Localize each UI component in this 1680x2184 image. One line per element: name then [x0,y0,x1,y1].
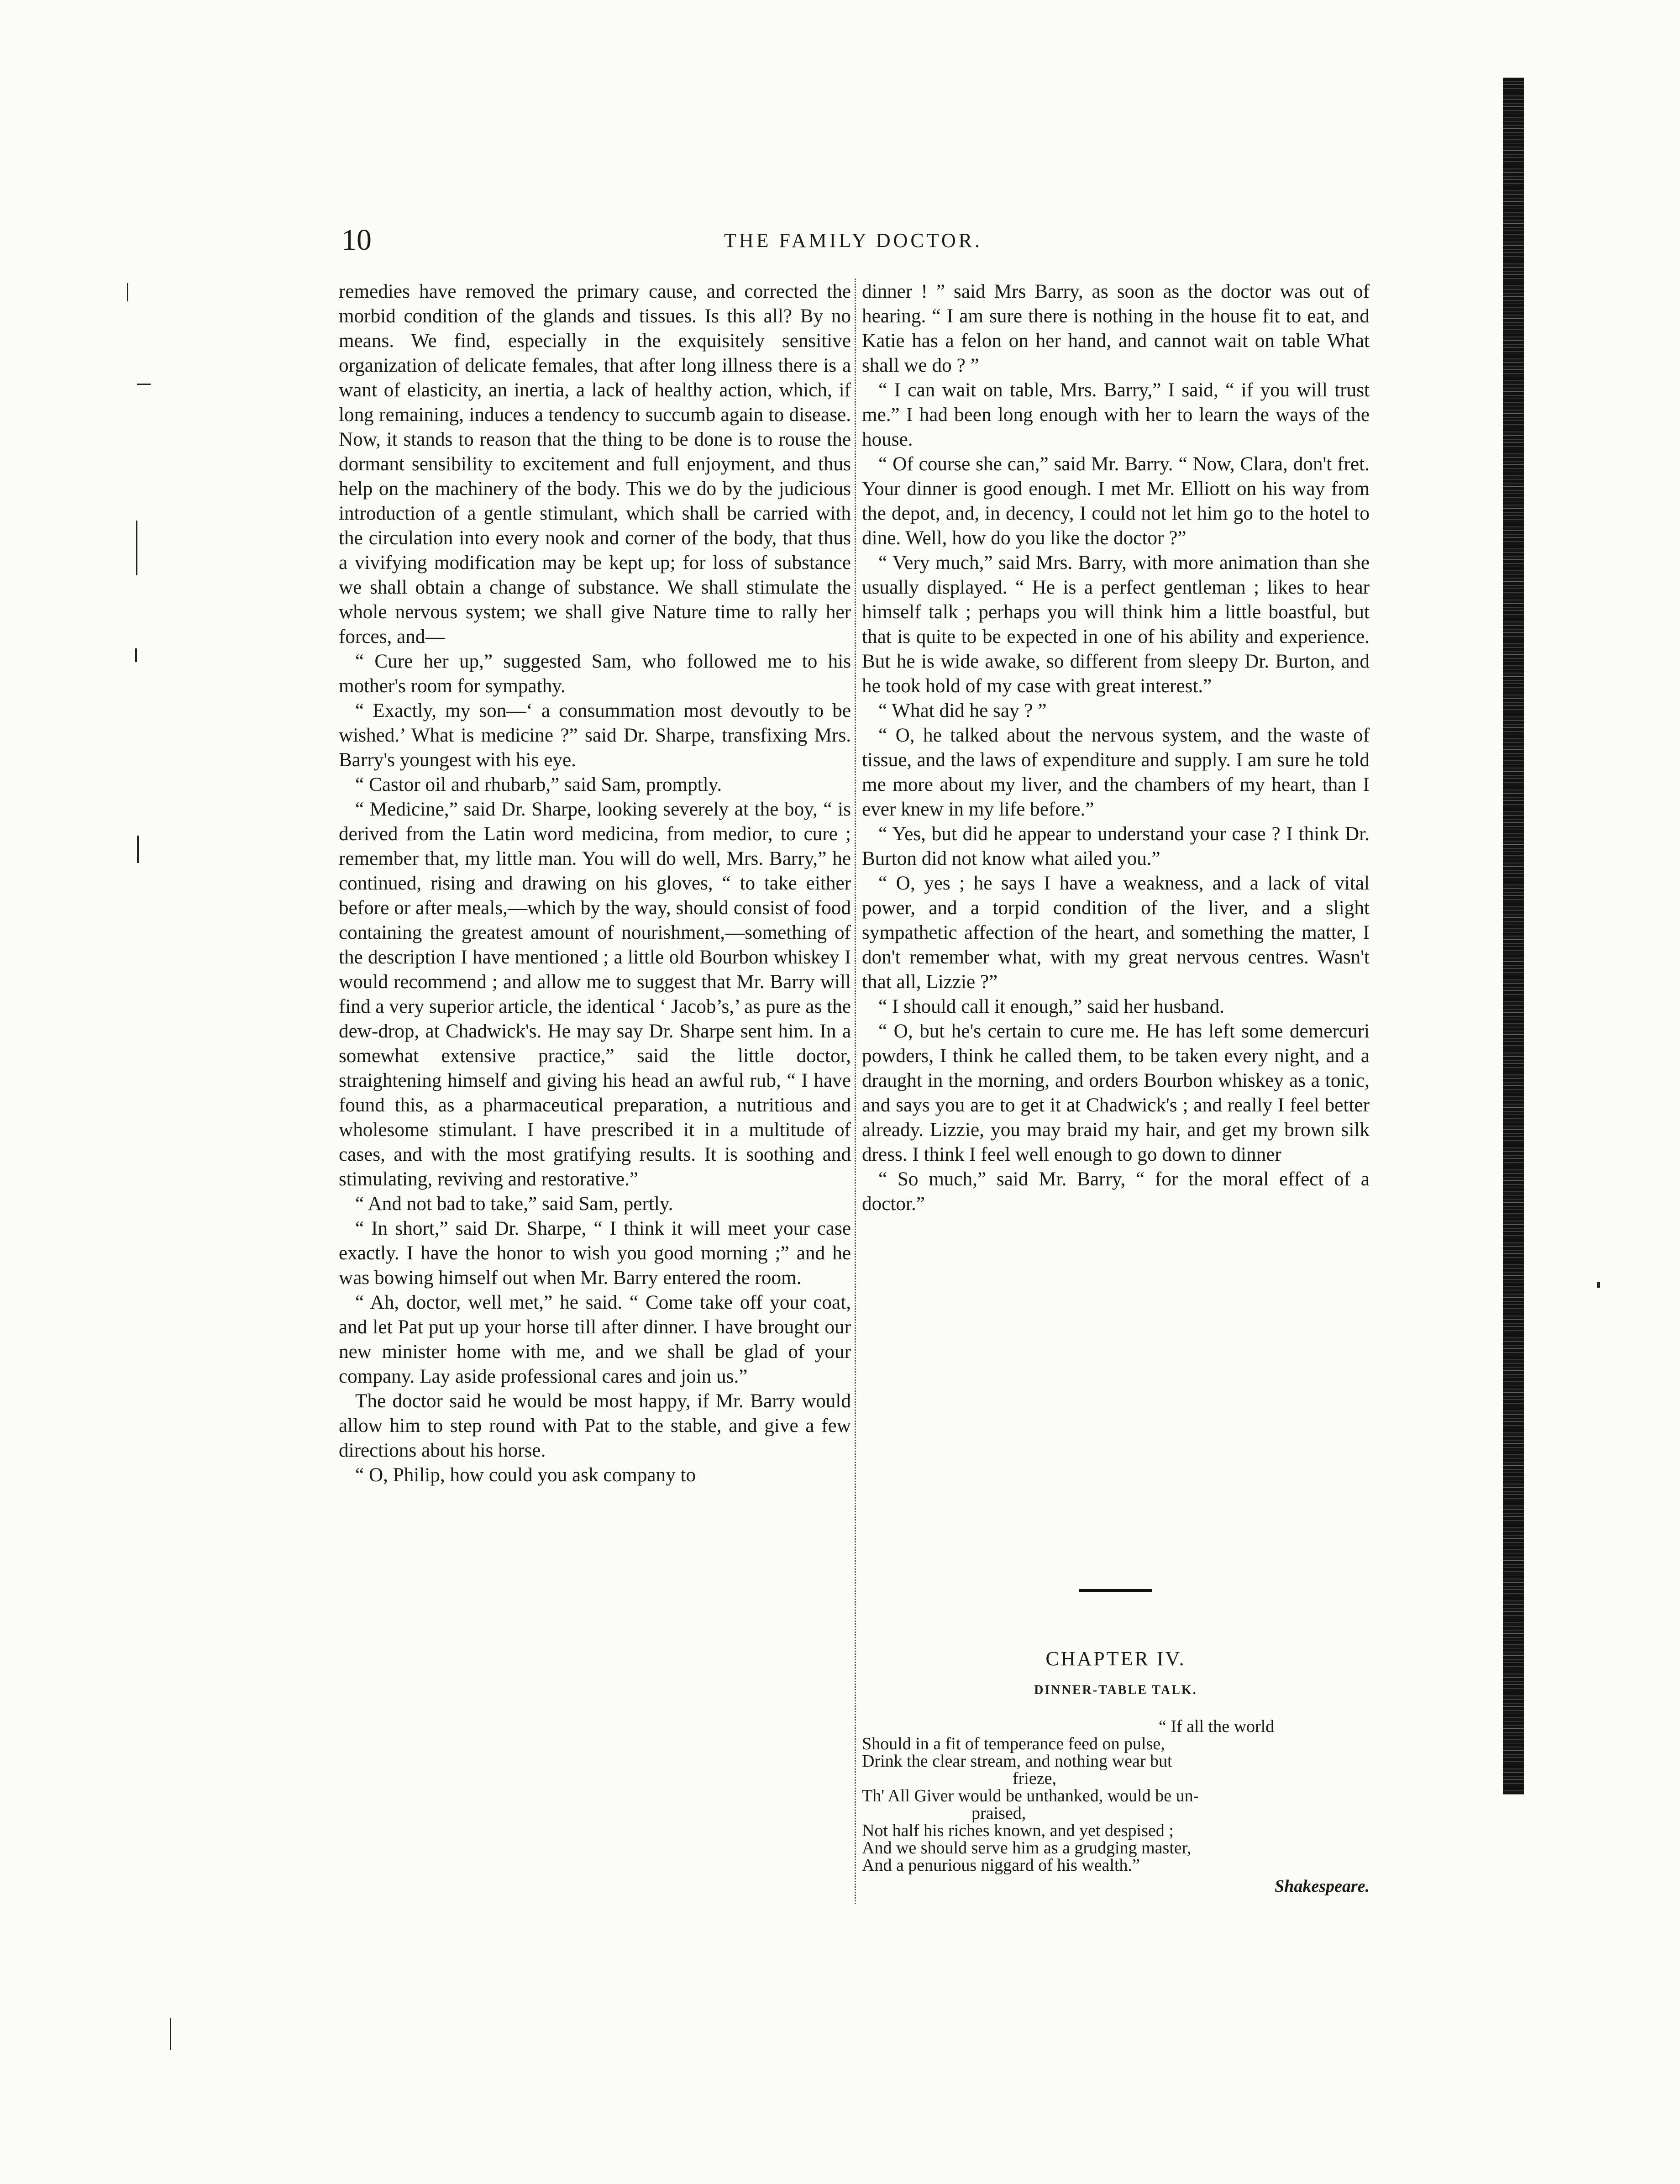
epigraph-line: “ If all the world [1159,1717,1275,1736]
epigraph-attribution: Shakespeare. [1275,1877,1370,1896]
epigraph-line: Not half his riches known, and yet despised ; [862,1821,1174,1840]
chapter-block [862,1589,1370,1895]
binding-edge-bar [1503,78,1524,1795]
paragraph: “ Very much,” said Mrs. Barry, with more animation than she usually displayed. “ He is a perfect gentleman ; likes to hear himself talk ; perhaps you will think him a little boastful, but that is quite to be expected in one of his ability and experience. But he is wide awake, so different from sleepy Dr. Burton, and he took hold of my case with great interest.” [862,552,1370,697]
paragraph: remedies have removed the primary cause, and corrected the morbid condition of the glands and tissues. Is this all? By no means. We find, especially in the exquisitely sensitive organization of delicate females, that after long illness there is a want of elasticity, an inertia, a lack of healthy action, which, if long remaining, induces a tendency to succumb again to disease. Now, it stands to reason that the thing to be done is to rouse the dormant sensibility to excitement and full enjoyment, and thus help on the machinery of the body. This we do by the judicious introduction of a gentle stimulant, which shall be carried with the circulation into every nook and corner of the body, that thus a vivifying modification may be kept up; for loss of substance we shall obtain a change of substance. We shall stimulate the whole nervous system; we shall give Nature time to rally her forces, and— [339,281,851,647]
paragraph: “ O, he talked about the nervous system, and the waste of tissue, and the laws of expenditure and supply. I am sure he told me more about my liver, and the chambers of my heart, than I ever knew in my life before.” [862,725,1370,820]
paragraph: “ I can wait on table, Mrs. Barry,” I said, “ if you will trust me.” I had been long enough with her to learn the ways of the house. [862,379,1370,450]
paragraph: “ Cure her up,” suggested Sam, who followed me to his mother's room for sympathy. [339,651,851,697]
paragraph: “ O, but he's certain to cure me. He has left some demercuri powders, I think he called them, to be taken every night, and a draught in the morning, and orders Bourbon whiskey as a tonic, and says you are to get it at Chadwick's ; and really I feel better already. Lizzie, you may braid my hair, and get my brown silk dress. I think I feel well enough to go down to dinner [862,1021,1370,1165]
epigraph-line: praised, [971,1804,1026,1823]
paragraph: “ Of course she can,” said Mr. Barry. “ Now, Clara, don't fret. Your dinner is good enough. I met Mr. Elliott on his way from the depot, and, in decency, I could not let him go to the hotel to dine. Well, how do you like the doctor ?” [862,453,1370,549]
paragraph: “ Yes, but did he appear to understand your case ? I think Dr. Burton did not know what ailed you.” [862,823,1370,869]
margin-mark [127,283,128,301]
section-rule [1079,1589,1152,1592]
margin-mark [137,836,139,863]
epigraph-line: frieze, [1013,1769,1056,1788]
page-header [341,222,1365,258]
right-column [862,279,1370,1216]
paragraph: “ Medicine,” said Dr. Sharpe, looking severely at the boy, “ is derived from the Latin word medicina, from medior, to cure ; remember that, my little man. You will do well, Mrs. Barry,” he continued, rising and drawing on his gloves, “ to take either before or after meals,—which by the way, should consist of food containing the greatest amount of nourishment,—something of the description I have mentioned ; a little old Bourbon whiskey I would recommend ; and allow me to suggest that Mr. Barry will find a very superior article, the identical ‘ Jacob’s,’ as pure as the dew-drop, at Chadwick's. He may say Dr. Sharpe sent him. In a somewhat extensive practice,” said the little doctor, straightening himself and giving his head an awful rub, “ I have found this, as a pharmaceutical preparation, a nutritious and wholesome stimulant. I have prescribed it in a multitude of cases, and with the most gratifying results. It is soothing and stimulating, reviving and restorative.” [339,799,851,1190]
page-number: 10 [341,223,372,257]
chapter-title: CHAPTER IV. [1045,1647,1186,1670]
paragraph: “ Castor oil and rhubarb,” said Sam, promptly. [355,774,722,795]
running-title: THE FAMILY DOCTOR. [724,229,982,252]
epigraph-line: And a penurious niggard of his wealth.” [862,1856,1140,1875]
paragraph: “ Exactly, my son—‘ a consummation most devoutly to be wished.’ What is medicine ?” said Dr. Sharpe, transfixing Mrs. Barry's youngest with his eye. [339,700,851,771]
paragraph: “ And not bad to take,” said Sam, pertly. [355,1193,673,1215]
margin-mark [136,521,137,575]
paragraph: dinner ! ” said Mrs Barry, as soon as the doctor was out of hearing. “ I am sure there is nothing in the house fit to eat, and Katie has a felon on her hand, and cannot wait on table What shall we do ? ” [862,281,1370,376]
epigraph-line: Should in a fit of temperance feed on pulse, [862,1734,1165,1753]
paragraph: “ O, yes ; he says I have a weakness, and a lack of vital power, and a torpid condition of the liver, and a slight sympathetic affection of the heart, and something the matter, I don't remember what, with my great nervous centres. Wasn't that all, Lizzie ?” [862,873,1370,993]
chapter-subtitle: DINNER-TABLE TALK. [1034,1683,1197,1697]
paragraph: “ Ah, doctor, well met,” he said. “ Come take off your coat, and let Pat put up your horse till after dinner. I have brought our new minister home with me, and we shall be glad of your company. Lay aside professional cares and join us.” [339,1292,851,1387]
paragraph: The doctor said he would be most happy, if Mr. Barry would allow him to step round with Pat to the stable, and give a few directions about his horse. [339,1390,851,1461]
paragraph: “ So much,” said Mr. Barry, “ for the moral effect of a doctor.” [862,1168,1370,1215]
paragraph: “ In short,” said Dr. Sharpe, “ I think it will meet your case exactly. I have the honor to wish you good morning ;” and he was bowing himself out when Mr. Barry entered the room. [339,1218,851,1289]
margin-mark [137,384,151,385]
margin-mark [170,2018,171,2050]
epigraph-line: Th' All Giver would be unthanked, would be un- [862,1786,1199,1805]
paragraph: “ O, Philip, how could you ask company to [355,1464,696,1486]
epigraph-line: Drink the clear stream, and nothing wear but [862,1752,1172,1771]
margin-mark [1597,1282,1600,1288]
paragraph: “ I should call it enough,” said her husband. [878,996,1224,1017]
left-column [339,279,851,1488]
epigraph-line: And we should serve him as a grudging master, [862,1838,1192,1858]
epigraph [862,1718,1370,1895]
column-divider [855,279,857,1904]
paragraph: “ What did he say ? ” [878,700,1047,721]
margin-mark [135,648,137,662]
